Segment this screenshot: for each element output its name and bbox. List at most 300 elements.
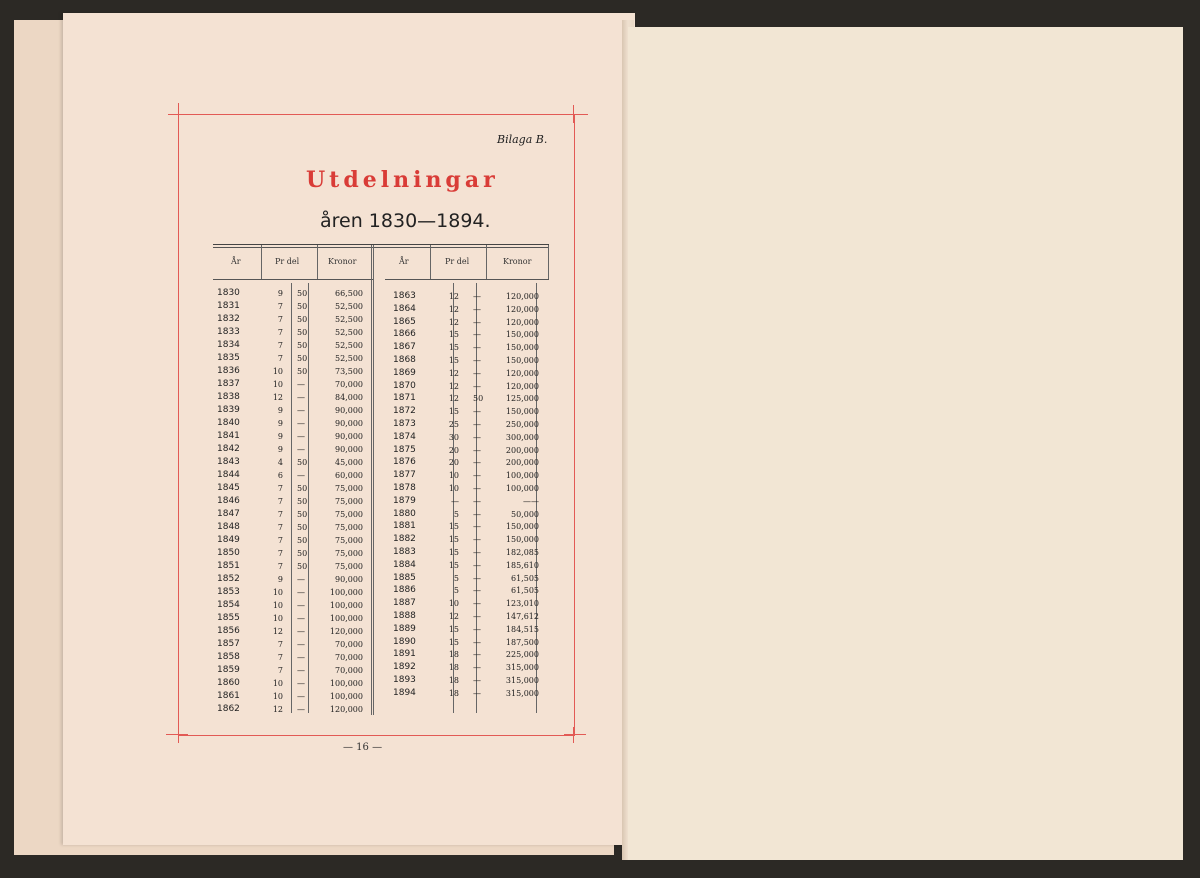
table-row [389, 444, 549, 457]
table-row [213, 313, 373, 326]
table-row [213, 703, 373, 716]
table-row [389, 572, 549, 585]
year-cell: 1884 [393, 559, 416, 570]
ore-cell: — [473, 356, 481, 365]
table-row [389, 290, 549, 303]
kronor-whole-cell: 25 [448, 420, 459, 429]
year-cell: 1889 [393, 623, 416, 634]
table-row [389, 482, 549, 495]
table-row [213, 651, 373, 664]
table-row [213, 482, 373, 495]
year-cell: 1847 [217, 509, 240, 519]
frame-corner-tick [566, 114, 588, 115]
header-rule [213, 279, 373, 280]
kronor-total-cell: 66,500 [335, 289, 363, 298]
kronor-total-cell: 100,000 [329, 692, 363, 701]
year-cell: 1850 [217, 548, 240, 558]
ore-cell: — [297, 666, 305, 675]
column-header-per-share: Pr del [275, 257, 300, 266]
kronor-total-cell: 150,000 [505, 407, 539, 417]
ore-cell: — [473, 292, 481, 301]
ore-cell: — [473, 445, 481, 455]
dividends-table [213, 244, 549, 715]
table-row [213, 365, 373, 378]
ore-cell: 50 [297, 484, 308, 493]
ore-cell: — [473, 509, 481, 519]
frame-corner-tick [573, 727, 574, 743]
year-cell: 1882 [393, 534, 416, 545]
kronor-whole-cell: 15 [448, 624, 459, 634]
kronor-whole-cell: 12 [448, 304, 459, 314]
year-cell: 1872 [393, 406, 416, 417]
year-cell: 1851 [217, 561, 240, 571]
kronor-whole-cell: 10 [448, 484, 459, 493]
ore-cell: — [473, 560, 481, 570]
year-cell: 1833 [217, 327, 240, 337]
year-cell: 1838 [217, 392, 240, 402]
kronor-whole-cell: 12 [448, 368, 459, 378]
kronor-whole-cell: 9 [277, 406, 283, 415]
ore-cell: 50 [297, 354, 308, 363]
kronor-whole-cell: 7 [277, 497, 283, 506]
table-row [389, 610, 549, 623]
kronor-whole-cell: 15 [448, 637, 459, 647]
table-row [213, 625, 373, 638]
kronor-whole-cell: 15 [448, 407, 459, 417]
ore-cell: — [473, 471, 481, 481]
kronor-whole-cell: 7 [277, 315, 283, 324]
year-cell: 1868 [393, 355, 416, 365]
table-row [213, 378, 373, 391]
column-header-per-share: Pr del [445, 257, 470, 266]
kronor-total-cell: 100,000 [329, 588, 363, 597]
table-row [213, 300, 373, 313]
year-cell: 1849 [217, 535, 240, 545]
kronor-total-cell: 73,500 [335, 367, 363, 376]
kronor-total-cell: 70,000 [335, 640, 363, 649]
year-cell: 1839 [217, 405, 240, 415]
ore-cell: — [297, 393, 305, 402]
year-cell: 1888 [393, 611, 416, 621]
kronor-total-cell: 200,000 [505, 458, 539, 468]
table-row [389, 546, 549, 559]
ore-cell: — [297, 588, 305, 597]
right-page [628, 27, 1183, 860]
column-divider [373, 245, 374, 715]
kronor-whole-cell: 10 [272, 380, 283, 389]
table-row [389, 392, 549, 405]
kronor-whole-cell: 7 [277, 536, 283, 545]
kronor-whole-cell: 9 [277, 575, 283, 584]
table-row [389, 495, 549, 508]
ore-cell: 50 [297, 328, 308, 337]
kronor-total-cell: 90,000 [335, 432, 363, 441]
kronor-whole-cell: 7 [277, 302, 283, 311]
ore-cell: — [473, 343, 481, 353]
kronor-total-cell: 52,500 [335, 302, 363, 311]
kronor-total-cell: 90,000 [335, 575, 363, 584]
table-row [389, 648, 549, 661]
year-cell: 1860 [217, 678, 240, 688]
year-cell: 1834 [217, 340, 240, 350]
kronor-whole-cell: 10 [272, 692, 283, 701]
ore-cell: — [297, 445, 305, 454]
kronor-whole-cell: 12 [448, 292, 459, 301]
kronor-total-cell: 75,000 [335, 523, 363, 532]
table-row [389, 533, 549, 546]
kronor-whole-cell: 7 [277, 562, 283, 571]
table-row [389, 687, 549, 700]
kronor-total-cell: 90,000 [335, 445, 363, 454]
ore-cell: — [473, 522, 481, 532]
ore-cell: — [297, 640, 305, 649]
kronor-whole-cell: 10 [448, 471, 459, 481]
kronor-total-cell: 84,000 [335, 393, 363, 402]
year-cell: 1878 [393, 483, 416, 493]
year-cell: 1864 [393, 303, 416, 314]
year-cell: 1870 [393, 380, 416, 391]
kronor-whole-cell: 12 [448, 317, 459, 327]
ore-cell: — [297, 653, 305, 662]
year-cell: 1879 [393, 495, 416, 506]
kronor-whole-cell: 9 [277, 289, 283, 298]
kronor-whole-cell: 10 [272, 601, 283, 610]
kronor-total-cell: 200,000 [505, 445, 539, 455]
year-cell: 1859 [217, 665, 240, 675]
year-cell: 1893 [393, 675, 416, 685]
year-cell: 1871 [393, 393, 416, 404]
year-cell: 1890 [393, 636, 416, 647]
kronor-whole-cell: 6 [277, 471, 283, 480]
year-cell: 1830 [217, 288, 240, 298]
table-row [389, 661, 549, 674]
column-divider [486, 245, 487, 279]
kronor-whole-cell: 10 [272, 367, 283, 376]
ore-cell: — [473, 407, 481, 417]
kronor-total-cell: 50,000 [511, 509, 539, 519]
ore-cell: 50 [297, 315, 308, 324]
table-top-rule [213, 247, 549, 248]
table-row [213, 534, 373, 547]
kronor-total-cell: 90,000 [335, 419, 363, 428]
kronor-total-cell: 52,500 [335, 341, 363, 350]
ore-cell: — [473, 573, 481, 583]
kronor-total-cell: 120,000 [505, 304, 539, 314]
table-row [213, 573, 373, 586]
kronor-whole-cell: 15 [448, 356, 459, 365]
ore-cell: 50 [473, 394, 484, 404]
table-row [389, 456, 549, 469]
kronor-whole-cell: 5 [453, 509, 459, 519]
ore-cell: — [473, 330, 481, 340]
table-row [389, 520, 549, 533]
kronor-total-cell: 75,000 [335, 562, 363, 571]
kronor-total-cell: 70,000 [335, 666, 363, 675]
kronor-whole-cell: 18 [448, 688, 459, 698]
ore-cell: — [473, 420, 481, 429]
year-cell: 1844 [217, 470, 240, 480]
kronor-total-cell: 125,000 [505, 394, 539, 404]
column-header-kronor: Kronor [503, 257, 532, 266]
year-cell: 1886 [393, 585, 416, 596]
kronor-total-cell: 90,000 [335, 406, 363, 415]
kronor-whole-cell: 5 [453, 573, 459, 583]
year-cell: 1861 [217, 691, 240, 701]
kronor-whole-cell: 20 [448, 458, 459, 468]
kronor-total-cell: 60,000 [335, 471, 363, 480]
year-cell: 1836 [217, 366, 240, 376]
column-divider [317, 245, 318, 279]
kronor-total-cell: 250,000 [505, 420, 539, 429]
kronor-total-cell: 75,000 [335, 497, 363, 506]
kronor-whole-cell: 4 [277, 458, 283, 467]
year-cell: 1877 [393, 470, 416, 481]
kronor-whole-cell: 12 [272, 705, 283, 714]
ore-cell: — [473, 432, 481, 442]
ore-cell: — [297, 601, 305, 610]
year-cell: 1848 [217, 522, 240, 532]
kronor-total-cell: 150,000 [505, 343, 539, 353]
table-row [213, 599, 373, 612]
table-row [213, 456, 373, 469]
kronor-total-cell: 61,505 [511, 573, 539, 583]
table-row [213, 638, 373, 651]
kronor-whole-cell: 10 [272, 588, 283, 597]
kronor-whole-cell: — [451, 496, 459, 506]
table-row [389, 328, 549, 341]
kronor-total-cell: 75,000 [335, 484, 363, 493]
year-cell: 1869 [393, 367, 416, 378]
ore-cell: — [473, 637, 481, 647]
frame-corner-tick [573, 105, 574, 123]
kronor-total-cell: 75,000 [335, 549, 363, 558]
year-cell: 1842 [217, 444, 240, 454]
ore-cell: — [473, 688, 481, 698]
column-header-year: År [399, 257, 409, 266]
year-cell: 1881 [393, 521, 416, 532]
kronor-whole-cell: 7 [277, 510, 283, 519]
kronor-total-cell: 75,000 [335, 536, 363, 545]
kronor-whole-cell: 7 [277, 549, 283, 558]
frame-corner-tick [168, 114, 186, 115]
frame-corner-tick [178, 727, 179, 743]
kronor-whole-cell: 7 [277, 523, 283, 532]
column-divider [261, 245, 262, 279]
table-row [389, 674, 549, 687]
ore-cell: — [473, 548, 481, 557]
table-row [389, 636, 549, 649]
kronor-total-cell: 100,000 [505, 471, 539, 481]
year-cell: 1883 [393, 547, 416, 557]
kronor-whole-cell: 7 [277, 328, 283, 337]
year-cell: 1880 [393, 508, 416, 519]
year-cell: 1866 [393, 329, 416, 340]
kronor-total-cell: 150,000 [505, 522, 539, 532]
year-cell: 1863 [393, 291, 416, 301]
kronor-whole-cell: 10 [272, 679, 283, 688]
kronor-total-cell: 185,610 [505, 560, 539, 570]
table-row [389, 303, 549, 316]
table-row [389, 431, 549, 444]
ore-cell: — [297, 575, 305, 584]
ore-cell: — [297, 471, 305, 480]
kronor-whole-cell: 18 [448, 650, 459, 660]
kronor-total-cell: 147,612 [505, 612, 539, 621]
kronor-whole-cell: 12 [448, 612, 459, 621]
kronor-total-cell: 61,505 [511, 586, 539, 596]
kronor-whole-cell: 15 [448, 330, 459, 340]
table-row [389, 380, 549, 393]
column-header-kronor: Kronor [328, 257, 357, 266]
ore-cell: 50 [297, 562, 308, 571]
kronor-whole-cell: 15 [448, 522, 459, 532]
table-row [213, 612, 373, 625]
ore-cell: — [473, 624, 481, 634]
ore-cell: — [473, 586, 481, 596]
kronor-total-cell: 300,000 [505, 432, 539, 442]
table-row [389, 584, 549, 597]
table-row [389, 418, 549, 431]
kronor-whole-cell: 15 [448, 535, 459, 545]
table-row [213, 547, 373, 560]
table-row [213, 508, 373, 521]
kronor-whole-cell: 9 [277, 419, 283, 428]
ore-cell: 50 [297, 302, 308, 311]
year-cell: 1874 [393, 431, 416, 442]
table-row [213, 404, 373, 417]
table-row [389, 405, 549, 418]
ore-cell: — [473, 304, 481, 314]
kronor-whole-cell: 7 [277, 484, 283, 493]
kronor-total-cell: 100,000 [329, 614, 363, 623]
table-row [389, 367, 549, 380]
kronor-whole-cell: 18 [448, 663, 459, 673]
table-row [213, 495, 373, 508]
year-cell: 1852 [217, 574, 240, 584]
year-cell: 1856 [217, 626, 240, 636]
kronor-total-cell: 150,000 [505, 330, 539, 340]
kronor-whole-cell: 18 [448, 676, 459, 685]
ore-cell: 50 [297, 497, 308, 506]
year-cell: 1865 [393, 316, 416, 327]
kronor-whole-cell: 7 [277, 640, 283, 649]
year-cell: 1892 [393, 662, 416, 673]
table-row [389, 508, 549, 521]
table-row [213, 430, 373, 443]
table-row [389, 597, 549, 610]
table-row [213, 677, 373, 690]
ore-cell: — [297, 419, 305, 428]
ore-cell: — [473, 535, 481, 545]
ore-cell: — [297, 614, 305, 623]
appendix-label: Bilaga B. [497, 133, 548, 146]
table-row [213, 690, 373, 703]
kronor-whole-cell: 9 [277, 445, 283, 454]
ore-cell: — [473, 381, 481, 391]
kronor-total-cell: 120,000 [505, 292, 539, 301]
kronor-total-cell: 182,085 [505, 548, 539, 557]
ore-cell: — [473, 496, 481, 506]
kronor-total-cell: 120,000 [329, 705, 363, 714]
kronor-total-cell: 120,000 [505, 317, 539, 327]
table-row [389, 316, 549, 329]
kronor-total-cell: 100,000 [505, 484, 539, 493]
ore-cell: — [473, 650, 481, 660]
year-cell: 1835 [217, 353, 240, 363]
ore-cell: — [473, 612, 481, 621]
kronor-total-cell: 52,500 [335, 328, 363, 337]
year-cell: 1831 [217, 301, 240, 311]
kronor-whole-cell: 10 [448, 599, 459, 609]
frame-corner-tick [564, 734, 586, 735]
table-row [213, 443, 373, 456]
kronor-whole-cell: 7 [277, 341, 283, 350]
ore-cell: — [473, 676, 481, 685]
kronor-total-cell: 184,515 [505, 624, 539, 634]
kronor-total-cell: 225,000 [505, 650, 539, 660]
kronor-total-cell: 45,000 [335, 458, 363, 467]
kronor-whole-cell: 7 [277, 653, 283, 662]
year-cell: 1853 [217, 587, 240, 597]
table-row [213, 521, 373, 534]
kronor-total-cell: 315,000 [505, 663, 539, 673]
table-row [389, 469, 549, 482]
year-cell: 1846 [217, 496, 240, 506]
ore-cell: — [297, 406, 305, 415]
ore-cell: — [473, 368, 481, 378]
ore-cell: — [297, 432, 305, 441]
ore-cell: — [473, 458, 481, 468]
year-cell: 1843 [217, 457, 240, 467]
year-cell: 1873 [393, 419, 416, 429]
kronor-total-cell: 120,000 [505, 381, 539, 391]
year-cell: 1854 [217, 600, 240, 610]
kronor-total-cell: 315,000 [505, 688, 539, 698]
kronor-whole-cell: 12 [448, 381, 459, 391]
kronor-whole-cell: 12 [272, 627, 283, 636]
kronor-whole-cell: 5 [453, 586, 459, 596]
year-cell: 1862 [217, 704, 240, 714]
page-subtitle: åren 1830—1894. [320, 210, 491, 232]
frame-corner-tick [178, 103, 179, 121]
page-title: Utdelningar [306, 167, 499, 193]
kronor-whole-cell: 12 [448, 394, 459, 404]
ore-cell: — [297, 380, 305, 389]
kronor-whole-cell: 12 [272, 393, 283, 402]
kronor-whole-cell: 15 [448, 560, 459, 570]
table-row [213, 339, 373, 352]
year-cell: 1875 [393, 444, 416, 455]
kronor-total-cell: 52,500 [335, 354, 363, 363]
ore-cell: — [473, 599, 481, 609]
kronor-total-cell: 123,010 [505, 599, 539, 609]
kronor-whole-cell: 7 [277, 354, 283, 363]
year-cell: 1867 [393, 342, 416, 353]
kronor-total-cell: 315,000 [505, 676, 539, 685]
table-row [213, 326, 373, 339]
year-cell: 1858 [217, 652, 240, 662]
ore-cell: 50 [297, 367, 308, 376]
ore-cell: — [297, 692, 305, 701]
kronor-whole-cell: 9 [277, 432, 283, 441]
table-row [213, 391, 373, 404]
kronor-total-cell: 75,000 [335, 510, 363, 519]
kronor-whole-cell: 15 [448, 548, 459, 557]
kronor-total-cell: 120,000 [329, 627, 363, 636]
table-row [213, 417, 373, 430]
table-row [213, 586, 373, 599]
table-row [389, 559, 549, 572]
